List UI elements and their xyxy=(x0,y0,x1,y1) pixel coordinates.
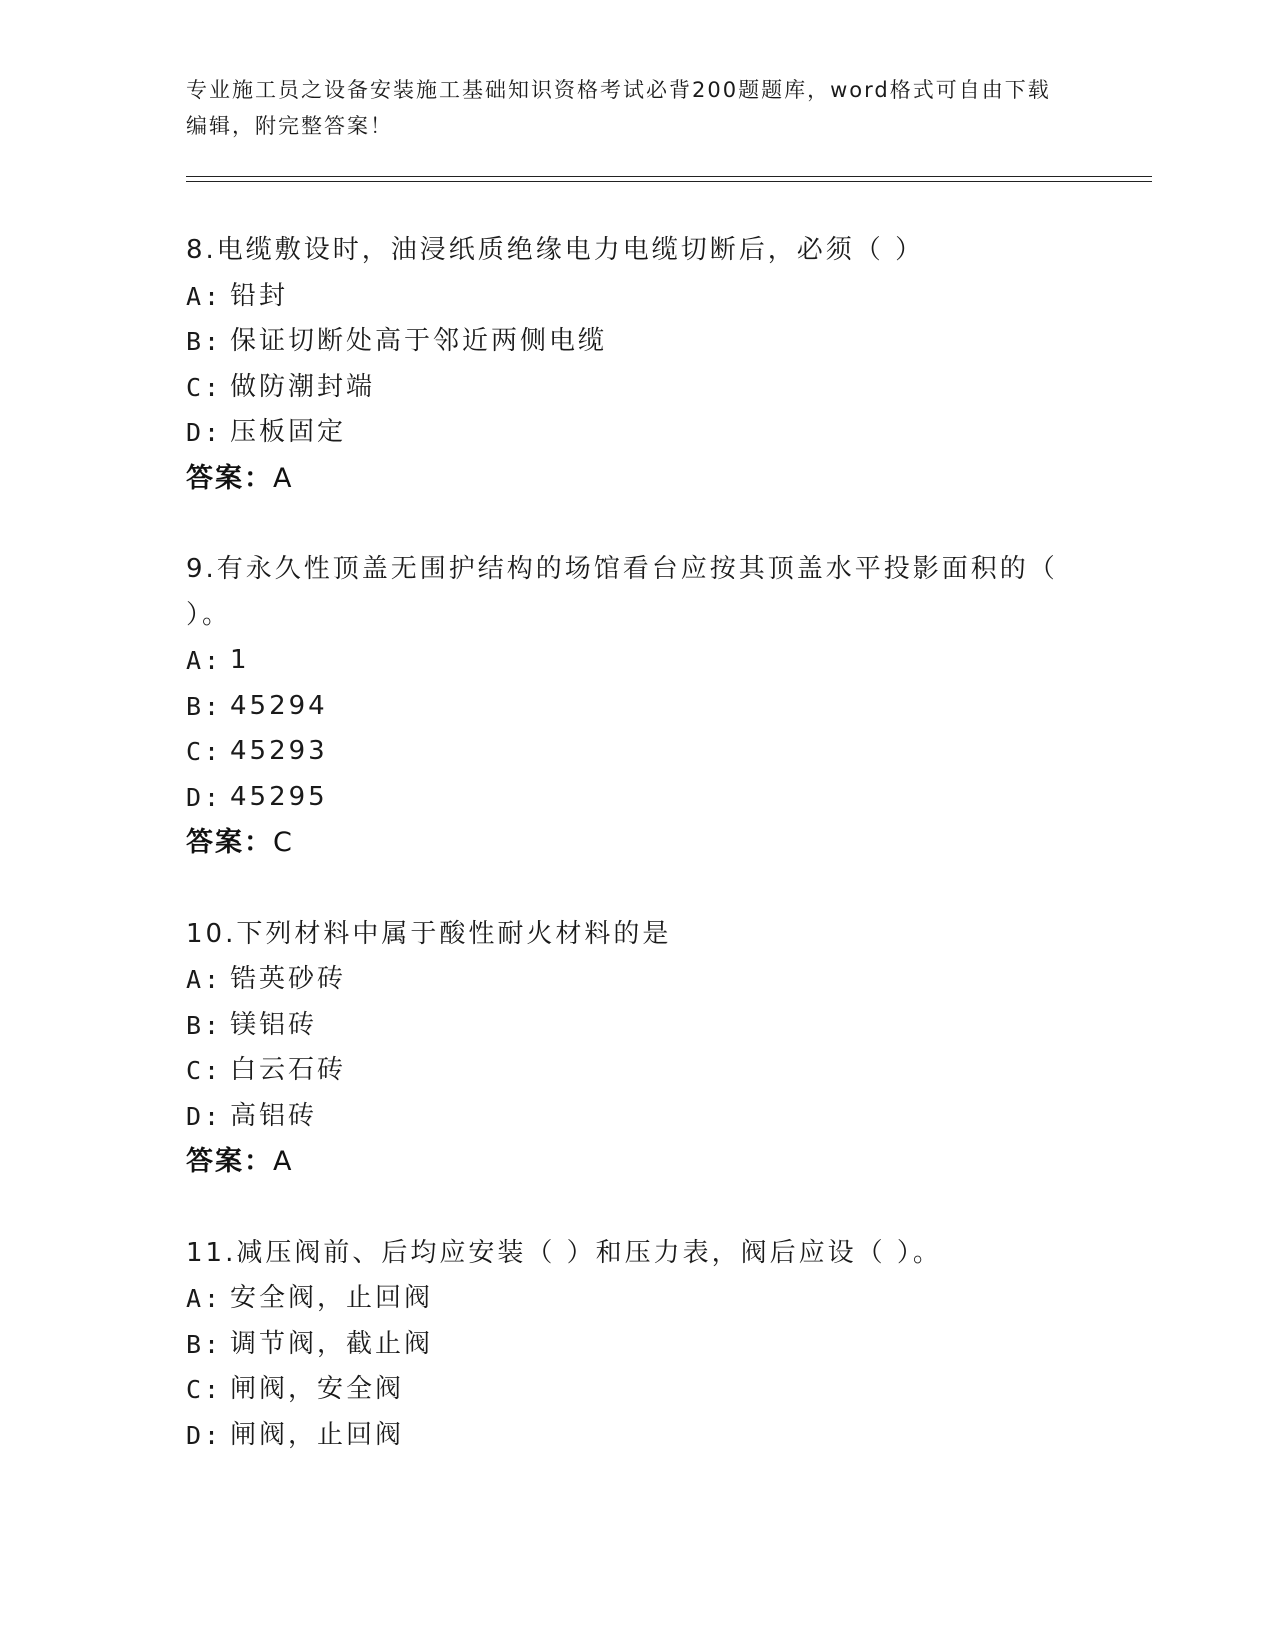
option-row xyxy=(186,274,1066,320)
option-key: A: xyxy=(186,281,223,311)
option-key: D: xyxy=(186,1101,223,1131)
option-key: A: xyxy=(186,646,223,675)
option-text: 闸阀，止回阀 xyxy=(230,1419,405,1450)
header-divider-bottom xyxy=(186,181,1152,182)
option-row xyxy=(186,319,1066,365)
option-key: A: xyxy=(186,1284,223,1313)
option-text: 白云石砖 xyxy=(230,1055,347,1085)
question-item xyxy=(186,1231,1066,1459)
option-key: D: xyxy=(186,782,223,812)
answer-line xyxy=(186,456,1066,502)
question-stem: 10.下列材料中属于酸性耐火材料的是 xyxy=(186,918,672,949)
option-row xyxy=(186,638,1066,684)
option-text: 做防潮封端 xyxy=(230,371,376,402)
question-item xyxy=(186,547,1070,866)
question-stem: 11.减压阀前、后均应安装（ ）和压力表，阀后应设（ ）。 xyxy=(186,1237,942,1268)
answer-label: 答案： xyxy=(186,462,273,494)
option-key: B: xyxy=(186,1010,223,1040)
option-key: C: xyxy=(186,1056,223,1085)
option-key: A: xyxy=(186,965,223,994)
option-text: 45294 xyxy=(230,690,328,721)
option-key: D: xyxy=(186,418,223,447)
option-text: 镁铝砖 xyxy=(230,1009,318,1040)
option-row xyxy=(186,729,1066,775)
option-text: 45293 xyxy=(230,736,328,766)
option-key: B: xyxy=(186,691,223,721)
option-key: D: xyxy=(186,1420,223,1450)
answer-value: A xyxy=(273,462,294,494)
question-item xyxy=(186,912,1066,1185)
answer-value: A xyxy=(273,1146,294,1177)
question-list xyxy=(186,228,1070,1504)
answer-value: C xyxy=(273,827,294,858)
option-row xyxy=(186,775,1066,821)
option-text: 铅封 xyxy=(230,280,289,311)
option-row xyxy=(186,957,1066,1003)
option-text: 保证切断处高于邻近两侧电缆 xyxy=(230,326,608,356)
option-row xyxy=(186,410,1066,456)
answer-label: 答案： xyxy=(186,827,273,858)
option-text: 调节阀，截止阀 xyxy=(230,1328,434,1359)
option-row xyxy=(186,1367,1066,1413)
option-row xyxy=(186,365,1066,411)
option-text: 压板固定 xyxy=(230,417,347,447)
answer-label: 答案： xyxy=(186,1146,273,1177)
option-row xyxy=(186,1003,1066,1049)
header-divider-top xyxy=(186,176,1152,177)
answer-line xyxy=(186,1139,1066,1185)
option-row xyxy=(186,684,1066,730)
question-stem: 8.电缆敷设时，油浸纸质绝缘电力电缆切断后，必须（ ） xyxy=(186,235,925,265)
option-key: B: xyxy=(186,1329,223,1359)
option-key: C: xyxy=(186,1375,223,1404)
option-row xyxy=(186,1322,1066,1368)
option-row xyxy=(186,1276,1066,1322)
option-key: B: xyxy=(186,327,223,356)
question-stem: 9.有永久性顶盖无围护结构的场馆看台应按其顶盖水平投影面积的（ ）。 xyxy=(186,554,1070,630)
option-row xyxy=(186,1094,1066,1140)
option-row xyxy=(186,1413,1066,1459)
option-text: 锆英砂砖 xyxy=(230,964,347,994)
option-row xyxy=(186,1048,1066,1094)
document-header: 专业施工员之设备安装施工基础知识资格考试必背200题题库，word格式可自由下载编辑，附完整答案！ xyxy=(186,78,1051,138)
option-key: C: xyxy=(186,372,223,402)
answer-line xyxy=(186,820,1066,866)
option-key: C: xyxy=(186,737,223,766)
option-text: 1 xyxy=(230,645,250,675)
option-text: 45295 xyxy=(230,781,328,812)
option-text: 高铝砖 xyxy=(230,1100,318,1131)
question-item xyxy=(186,228,1066,501)
option-text: 闸阀，安全阀 xyxy=(230,1374,405,1404)
option-text: 安全阀，止回阀 xyxy=(230,1283,434,1313)
